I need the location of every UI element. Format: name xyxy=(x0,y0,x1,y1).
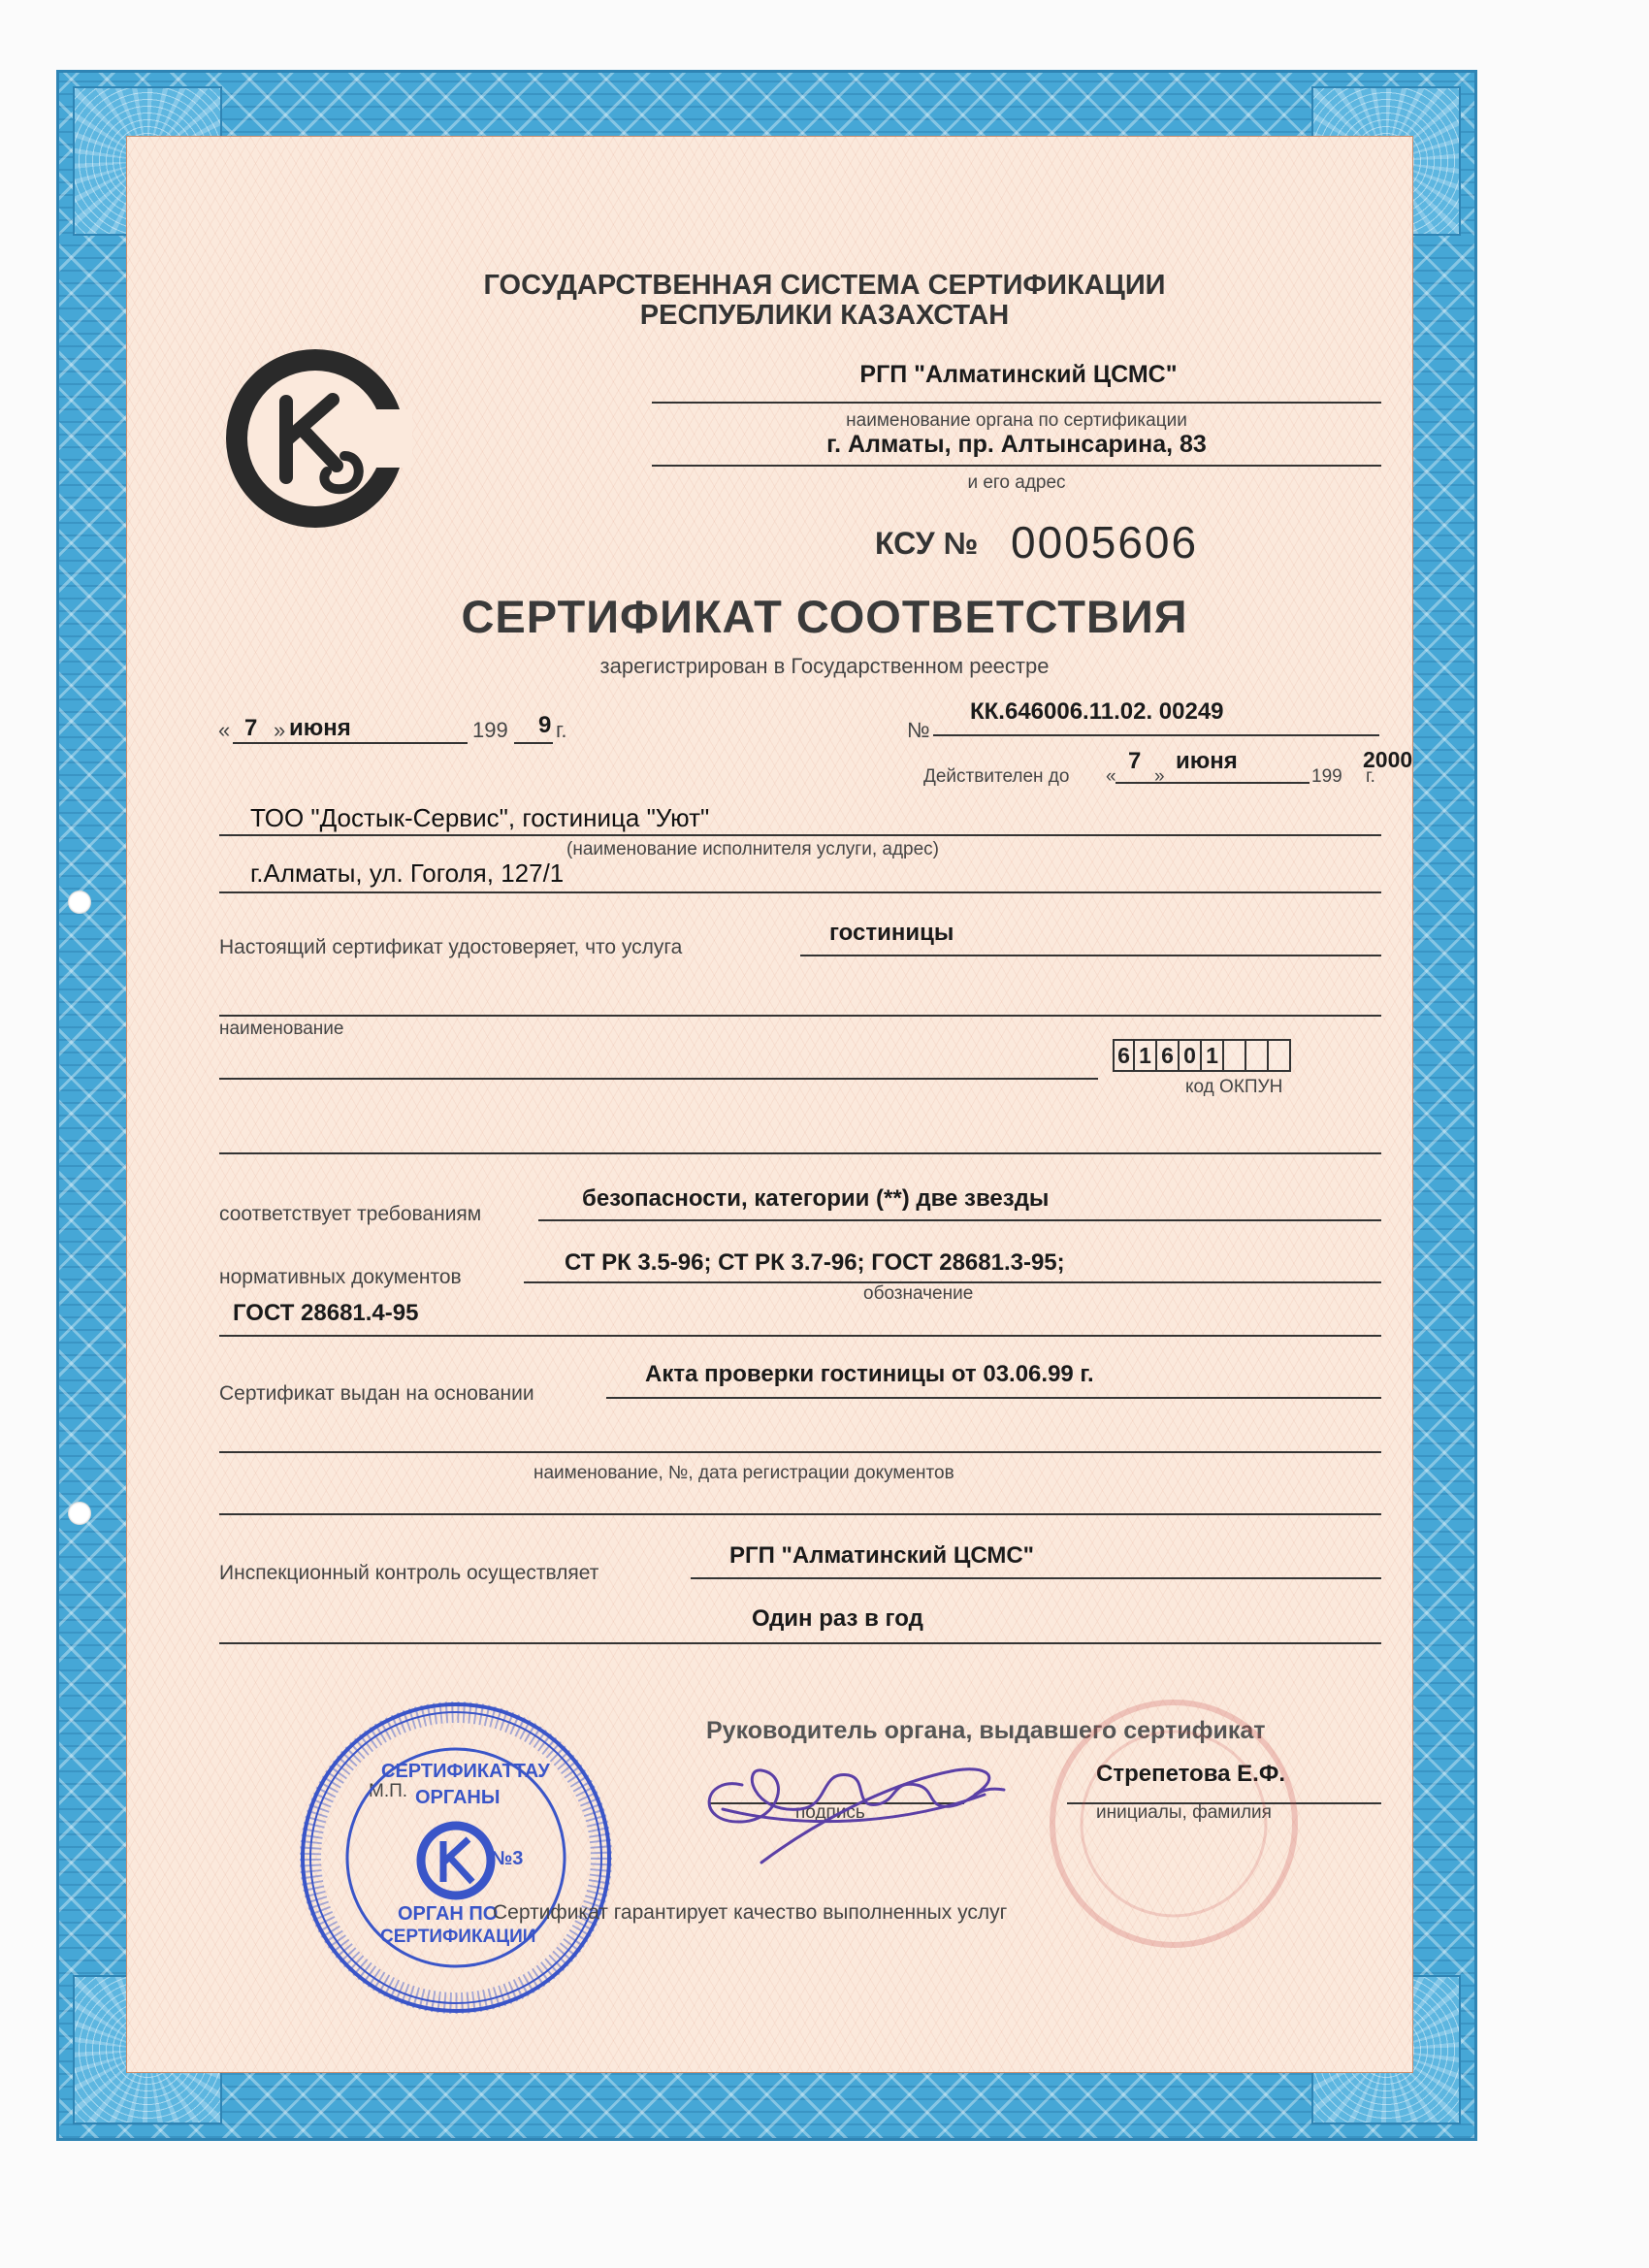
cert-number-prefix: КСУ № xyxy=(875,526,979,561)
inspection-body: РГП "Алматинский ЦСМС" xyxy=(729,1542,1035,1569)
cert-body-name-caption: наименование органа по сертификации xyxy=(846,410,1187,431)
okpun-digit xyxy=(1269,1039,1291,1072)
executor-name: ТОО "Достык-Сервис", гостиница "Уют" xyxy=(250,803,710,832)
okpun-code-boxes xyxy=(1113,1039,1291,1072)
header-line-1: ГОСУДАРСТВЕННАЯ СИСТЕМА СЕРТИФИКАЦИИ xyxy=(483,270,1166,301)
valid-until-year: 2000 xyxy=(1363,747,1413,772)
basis-line-1 xyxy=(606,1397,1381,1399)
okpun-caption: код ОКПУН xyxy=(1185,1077,1283,1097)
registry-note: зарегистрирован в Государственном реестре xyxy=(599,654,1050,678)
valid-until-month: июня xyxy=(1176,748,1238,774)
okpun-digit: 6 xyxy=(1113,1039,1135,1072)
cert-number-value: 0005606 xyxy=(1011,517,1199,567)
valid-until-label: Действителен до xyxy=(923,766,1070,787)
valid-until-line xyxy=(1116,782,1310,784)
service-name-caption: наименование xyxy=(219,1019,344,1039)
faint-red-stamp xyxy=(1043,1693,1305,1955)
signatory-name-caption: инициалы, фамилия xyxy=(1096,1802,1272,1823)
basis-caption: наименование, №, дата регистрации документов xyxy=(534,1463,954,1483)
normative-line-2 xyxy=(219,1335,1381,1337)
executor-address: г.Алматы, ул. Гоголя, 127/1 xyxy=(250,859,565,888)
stamp-text-bottom-2: СЕРТИФИКАЦИИ xyxy=(380,1927,536,1947)
service-label: Настоящий сертификат удостоверяет, что услуга xyxy=(219,936,683,958)
stamp-text-top: СЕРТИФИКАТТАУ xyxy=(381,1761,550,1782)
okpun-digit: 6 xyxy=(1157,1039,1180,1072)
okpun-digit: 1 xyxy=(1202,1039,1224,1072)
issue-date-quote-close: » xyxy=(274,718,286,742)
requirements-line xyxy=(538,1219,1381,1221)
okpun-digit: 1 xyxy=(1135,1039,1157,1072)
issue-date-month: июня xyxy=(289,715,351,741)
service-value-line xyxy=(800,955,1381,956)
kz-certification-logo xyxy=(218,341,412,535)
seal-place-label: М.П. xyxy=(369,1781,408,1801)
header-line-2: РЕСПУБЛИКИ КАЗАХСТАН xyxy=(639,300,1010,331)
handwritten-signature xyxy=(684,1717,1091,1872)
valid-until-day: 7 xyxy=(1128,748,1142,774)
quality-guarantee: Сертификат гарантирует качество выполненных услуг xyxy=(493,1901,1008,1924)
inspection-line xyxy=(691,1577,1381,1579)
cert-body-name: РГП "Алматинский ЦСМС" xyxy=(859,361,1178,388)
normative-value-1: СТ РК 3.5-96; СТ РК 3.7-96; ГОСТ 28681.3-95; xyxy=(565,1249,1065,1276)
issue-date-year-line xyxy=(514,742,553,744)
inspection-frequency: Один раз в год xyxy=(752,1605,923,1632)
cert-body-name-line xyxy=(652,402,1381,404)
executor-address-line xyxy=(219,891,1381,893)
normative-value-2: ГОСТ 28681.4-95 xyxy=(233,1300,419,1326)
issue-date-line xyxy=(233,742,468,744)
registry-number-line xyxy=(933,734,1379,736)
basis-line-2 xyxy=(219,1451,1381,1453)
valid-until-year-suffix: г. xyxy=(1366,766,1375,787)
cert-body-address-line xyxy=(652,465,1381,467)
stamp-text-top-2: ОРГАНЫ xyxy=(415,1787,501,1808)
registry-number: КК.646006.11.02. 00249 xyxy=(970,698,1224,725)
service-name-line xyxy=(219,1078,1098,1080)
basis-label: Сертификат выдан на основании xyxy=(219,1382,534,1405)
requirements-label: соответствует требованиям xyxy=(219,1203,482,1225)
service-value: гостиницы xyxy=(829,920,954,946)
normative-label: нормативных документов xyxy=(219,1266,462,1288)
okpun-digit xyxy=(1224,1039,1246,1072)
inspection-label: Инспекционный контроль осуществляет xyxy=(219,1562,599,1584)
stamp-text-number: №3 xyxy=(491,1848,524,1869)
valid-until-year-prefix: 199 xyxy=(1311,766,1342,787)
executor-name-line xyxy=(219,834,1381,836)
normative-caption: обозначение xyxy=(863,1283,974,1304)
service-blank-line xyxy=(219,1015,1381,1017)
stamp-text-bottom-1: ОРГАН ПО xyxy=(398,1903,499,1925)
valid-until-quote-open: « xyxy=(1106,766,1116,787)
issue-date-quote-open: « xyxy=(218,718,231,742)
requirements-value: безопасности, категории (**) две звезды xyxy=(582,1185,1050,1212)
cert-body-address: г. Алматы, пр. Алтынсарина, 83 xyxy=(826,431,1207,458)
basis-line-3 xyxy=(219,1513,1381,1515)
service-extra-line xyxy=(219,1152,1381,1154)
signatory-name: Стрепетова Е.Ф. xyxy=(1096,1761,1285,1787)
issue-date-year-suffix: г. xyxy=(556,718,567,742)
registry-no-label: № xyxy=(907,718,930,742)
okpun-digit xyxy=(1246,1039,1269,1072)
signature-head: Руководитель органа, выдавшего сертификат xyxy=(706,1717,1266,1744)
punch-hole-bottom xyxy=(68,1502,91,1525)
basis-value: Акта проверки гостиницы от 03.06.99 г. xyxy=(645,1361,1094,1387)
punch-hole-top xyxy=(68,891,91,914)
signature-caption: подпись xyxy=(795,1802,865,1823)
certificate-title: СЕРТИФИКАТ СООТВЕТСТВИЯ xyxy=(461,591,1188,642)
issue-date-year-prefix: 199 xyxy=(472,718,508,742)
executor-caption: (наименование исполнителя услуги, адрес) xyxy=(566,839,939,859)
okpun-digit: 0 xyxy=(1180,1039,1202,1072)
inspection-frequency-line xyxy=(219,1642,1381,1644)
valid-until-quote-close: » xyxy=(1154,766,1165,787)
issue-date-year-digit: 9 xyxy=(538,712,552,738)
issue-date-day: 7 xyxy=(244,715,258,741)
official-blue-stamp xyxy=(296,1698,616,2018)
cert-body-address-caption: и его адрес xyxy=(967,472,1066,493)
